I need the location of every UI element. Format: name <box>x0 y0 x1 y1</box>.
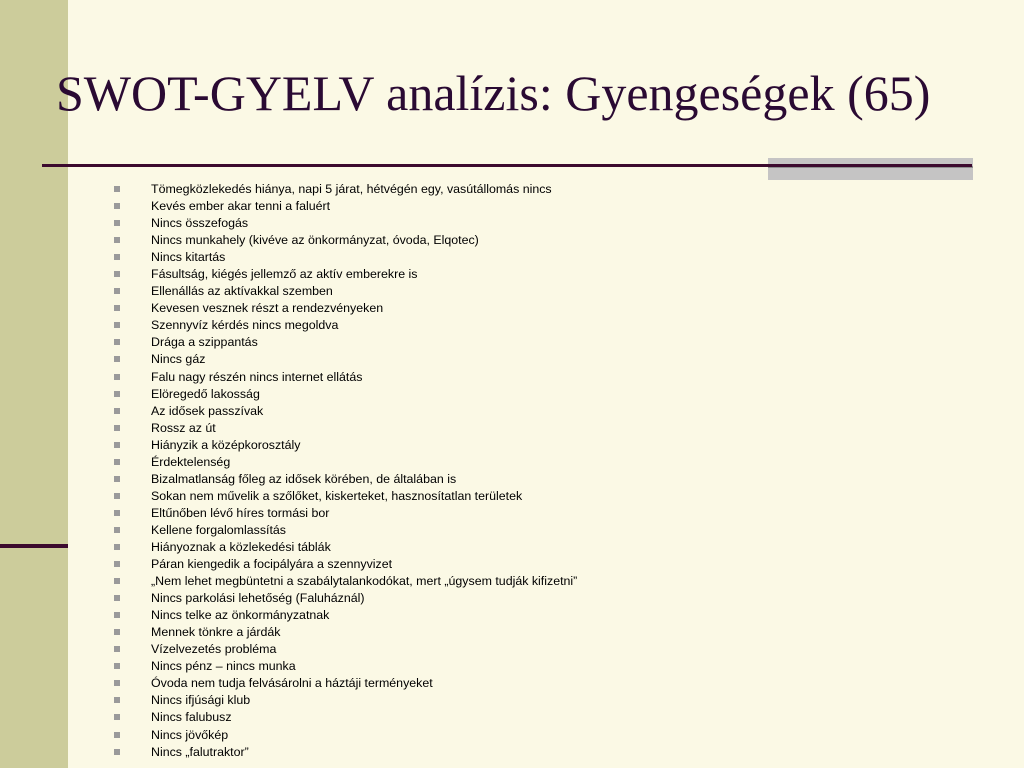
list-item-text: Rossz az út <box>151 420 216 435</box>
square-bullet-icon <box>114 203 120 209</box>
list-item-text: Tömegközlekedés hiánya, napi 5 járat, hétvégén egy, vasútállomás nincs <box>151 182 552 196</box>
list-item <box>114 556 994 573</box>
list-item <box>114 658 994 675</box>
title-rule <box>42 164 972 167</box>
list-item-text: Nincs „falutraktor” <box>151 744 249 759</box>
square-bullet-icon <box>114 493 120 499</box>
list-item <box>114 675 994 692</box>
square-bullet-icon <box>114 220 120 226</box>
square-bullet-icon <box>114 510 120 516</box>
list-item-text: Kellene forgalomlassítás <box>151 522 286 537</box>
square-bullet-icon <box>114 271 120 277</box>
weakness-list <box>114 181 994 761</box>
square-bullet-icon <box>114 732 120 738</box>
list-item-text: Óvoda nem tudja felvásárolni a háztáji terményeket <box>151 676 433 691</box>
square-bullet-icon <box>114 408 120 414</box>
list-item-text: Nincs összefogás <box>151 216 249 231</box>
list-item-text: Nincs parkolási lehetőség (Faluháznál) <box>151 591 365 606</box>
list-item <box>114 334 994 351</box>
list-item <box>114 692 994 709</box>
list-item <box>114 300 994 317</box>
list-item <box>114 641 994 658</box>
square-bullet-icon <box>114 595 120 601</box>
square-bullet-icon <box>114 254 120 260</box>
list-item <box>114 437 994 454</box>
square-bullet-icon <box>114 288 120 294</box>
square-bullet-icon <box>114 612 120 618</box>
list-item-text: „Nem lehet megbüntetni a szabálytalankodókat, mert „úgysem tudják kifizetni” <box>151 574 578 589</box>
list-item-text: Kevés ember akar tenni a faluért <box>151 199 331 214</box>
list-item <box>114 198 994 215</box>
square-bullet-icon <box>114 356 120 362</box>
square-bullet-icon <box>114 544 120 550</box>
list-item <box>114 573 994 590</box>
list-item-text: Hiányzik a középkorosztály <box>151 437 301 452</box>
slide-title: SWOT-GYELV analízis: Gyengeségek (65) <box>56 65 931 121</box>
list-item-text: Ellenállás az aktívakkal szemben <box>151 284 333 299</box>
list-item-text: Vízelvezetés probléma <box>151 642 277 657</box>
square-bullet-icon <box>114 305 120 311</box>
list-item-text: Szennyvíz kérdés nincs megoldva <box>151 318 339 333</box>
list-item-text: Elöregedő lakosság <box>151 386 260 401</box>
list-item-text: Drága a szippantás <box>151 335 258 350</box>
list-item <box>114 539 994 556</box>
list-item-text: Nincs jövőkép <box>151 727 229 742</box>
list-item-text: Páran kiengedik a focipályára a szennyvizet <box>151 557 393 572</box>
list-item <box>114 215 994 232</box>
square-bullet-icon <box>114 425 120 431</box>
list-item <box>114 266 994 283</box>
square-bullet-icon <box>114 749 120 755</box>
square-bullet-icon <box>114 629 120 635</box>
list-item <box>114 232 994 249</box>
list-item <box>114 590 994 607</box>
list-item-text: Érdektelenség <box>151 454 231 469</box>
list-item <box>114 744 994 761</box>
title-rule-grey-block <box>768 158 973 180</box>
list-item <box>114 317 994 334</box>
list-item-text: Nincs ifjúsági klub <box>151 693 251 708</box>
list-item-text: Nincs telke az önkormányzatnak <box>151 608 330 623</box>
list-item-text: Fásultság, kiégés jellemző az aktív emberekre is <box>151 267 418 282</box>
list-item <box>114 709 994 726</box>
list-item <box>114 351 994 368</box>
square-bullet-icon <box>114 561 120 567</box>
square-bullet-icon <box>114 339 120 345</box>
list-item-text: Mennek tönkre a járdák <box>151 625 281 640</box>
list-item-text: Nincs gáz <box>151 352 206 367</box>
list-item-text: Bizalmatlanság főleg az idősek körében, de általában is <box>151 471 457 486</box>
square-bullet-icon <box>114 697 120 703</box>
list-item <box>114 522 994 539</box>
left-accent-line <box>0 544 68 548</box>
list-item-text: Nincs munkahely (kivéve az önkormányzat, óvoda, Elqotec) <box>151 233 479 248</box>
list-item-text: Nincs falubusz <box>151 710 232 725</box>
list-item <box>114 607 994 624</box>
list-item-text: Nincs pénz – nincs munka <box>151 659 296 674</box>
square-bullet-icon <box>114 374 120 380</box>
square-bullet-icon <box>114 578 120 584</box>
list-item <box>114 471 994 488</box>
square-bullet-icon <box>114 680 120 686</box>
square-bullet-icon <box>114 476 120 482</box>
list-item-text: Falu nagy részén nincs internet ellátás <box>151 369 363 384</box>
list-item-text: Hiányoznak a közlekedési táblák <box>151 539 331 554</box>
list-item-text: Kevesen vesznek részt a rendezvényeken <box>151 301 384 316</box>
list-item <box>114 283 994 300</box>
square-bullet-icon <box>114 237 120 243</box>
list-item <box>114 369 994 386</box>
square-bullet-icon <box>114 459 120 465</box>
square-bullet-icon <box>114 646 120 652</box>
list-item-text: Eltűnőben lévő híres tormási bor <box>151 505 330 520</box>
list-item <box>114 249 994 266</box>
list-item <box>114 624 994 641</box>
square-bullet-icon <box>114 714 120 720</box>
list-item <box>114 181 994 198</box>
square-bullet-icon <box>114 527 120 533</box>
square-bullet-icon <box>114 663 120 669</box>
list-item-text: Nincs kitartás <box>151 250 226 265</box>
list-item <box>114 386 994 403</box>
list-item-text: Sokan nem művelik a szőlőket, kiskerteket, hasznosítatlan területek <box>151 488 523 503</box>
list-item <box>114 454 994 471</box>
square-bullet-icon <box>114 391 120 397</box>
list-item <box>114 488 994 505</box>
list-item <box>114 420 994 437</box>
square-bullet-icon <box>114 186 120 192</box>
square-bullet-icon <box>114 322 120 328</box>
list-item <box>114 505 994 522</box>
square-bullet-icon <box>114 442 120 448</box>
list-item <box>114 403 994 420</box>
list-item <box>114 727 994 744</box>
list-item-text: Az idősek passzívak <box>151 403 264 418</box>
